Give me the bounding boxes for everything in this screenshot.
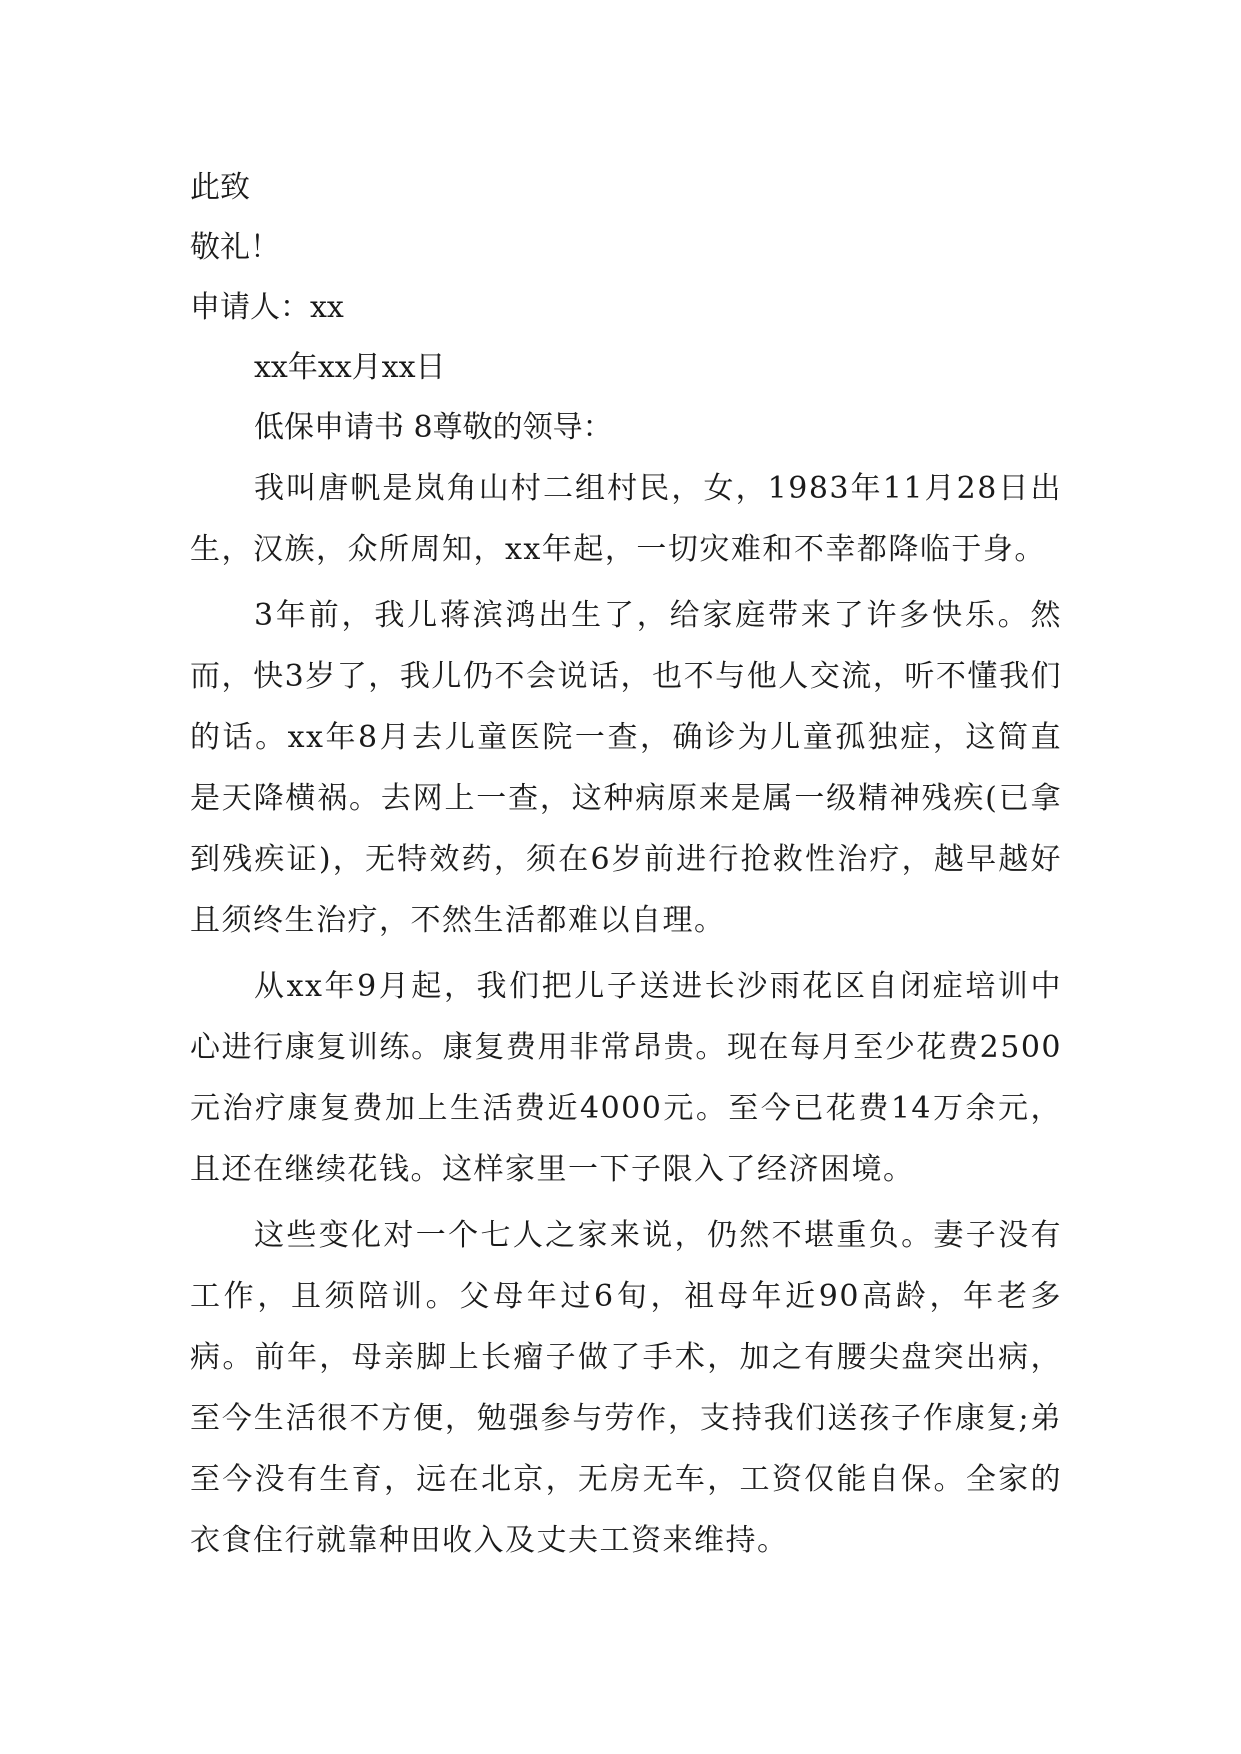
date-line: xx年xx月xx日 [254, 350, 446, 385]
paragraph-2: 3年前，我儿蒋滨鸿出生了，给家庭带来了许多快乐。然而，快3岁了，我儿仍不会说话，也不与他人交流，听不懂我们的话。xx年8月去儿童医院一查，确诊为儿童孤独症，这简直是天降横祸。去网上一查，这种病原来是属一级精神残疾(已拿到残疾证)，无特效药，须在6岁前进行抢救性治疗，越早越好且须终生治疗，不然生活都难以自理。 [190, 598, 1062, 938]
paragraph-3: 从xx年9月起，我们把儿子送进长沙雨花区自闭症培训中心进行康复训练。康复费用非常昂贵。现在每月至少花费2500元治疗康复费加上生活费近4000元。至今已花费14万余元，且还在继续花钱。这样家里一下子限入了经济困境。 [190, 969, 1062, 1187]
section-heading: 低保申请书 8尊敬的领导： [254, 410, 613, 445]
document-body [190, 158, 1062, 1576]
closing-line-2: 敬礼！ [190, 230, 280, 265]
applicant-line: 申请人：xx [190, 290, 344, 325]
paragraph-1: 我叫唐帆是岚角山村二组村民，女，1983年11月28日出生，汉族，众所周知，xx年起，一切灾难和不幸都降临于身。 [190, 471, 1062, 567]
paragraph-4: 这些变化对一个七人之家来说，仍然不堪重负。妻子没有工作，且须陪训。父母年过6旬，祖母年近90高龄，年老多病。前年，母亲脚上长瘤子做了手术，加之有腰尖盘突出病，至今生活很不方便，勉强参与劳作，支持我们送孩子作康复;弟至今没有生育，远在北京，无房无车，工资仅能自保。全家的衣食住行就靠种田收入及丈夫工资来维持。 [190, 1218, 1062, 1558]
closing-line-1: 此致 [190, 170, 250, 205]
